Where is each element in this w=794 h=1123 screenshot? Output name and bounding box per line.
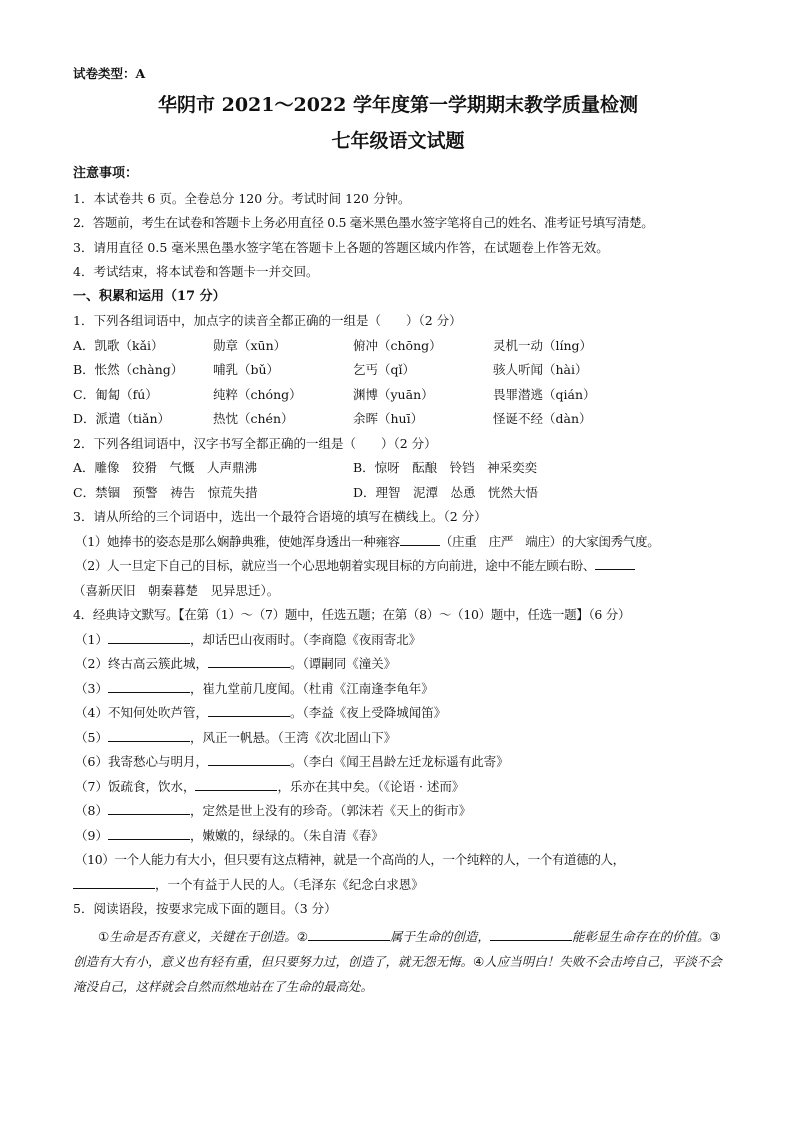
question-4 [73,603,723,897]
exam-subtitle: 七年级语文试题 [331,130,465,152]
option-word: 纯粹（chóng） [213,386,302,402]
passage-text: 能彰显生命存在的价值。③创造有大有小，意义也有轻有重，但只要努力过，创造了，就无怨无悔。④人应当明白！失败不会击垮自己，平淡不会淹没自己，这样就会自然而然地站在了生命的最高处。 [73,928,722,994]
exam-title: 华阴市 2021～2022 学年度第一学期期末教学质量检测 [158,94,638,116]
option-word: 灵机一动（líng） [493,337,593,353]
item-suffix: 。（李益《夜上受降城闻笛》 [289,705,447,720]
q2-options [73,456,723,505]
item-suffix: ，崔九堂前几度闻。（杜甫《江南逢李龟年》 [189,680,434,696]
dictation-item [73,701,723,726]
dictation-item [73,824,723,849]
reading-passage [73,924,723,999]
item-prefix: （1） [75,631,108,647]
answer-blank[interactable] [595,555,635,570]
option-group: A．雕像 狡猾 气慨 人声鼎沸 [73,460,258,475]
option-word: 乞丐（qǐ） [353,362,415,377]
option-word: 勋章（xūn） [213,337,287,353]
question-stem: 1．下列各组词语中，加点字的读音全都正确的一组是（ ）（2 分） [73,313,462,328]
answer-blank[interactable] [490,926,572,941]
item-suffix: ，乐亦在其中矣。（《论语 · 述而》 [277,778,465,794]
answer-blank[interactable] [108,678,190,693]
item-suffix: ，却话巴山夜雨时。（李商隐《夜雨寄北》 [189,631,422,647]
question-stem: 2．下列各组词语中，汉字书写全都正确的一组是（ ）（2 分） [73,435,437,451]
item-prefix: （3） [75,680,108,696]
option-word: D．派遣（tiǎn） [73,411,171,426]
item-prefix: （6）我寄愁心与明月， [75,754,208,769]
dictation-item [73,628,723,653]
option-word: 骇人听闻（hài） [493,362,588,377]
question-stem: 3．请从所给的三个词语中，选出一个最符合语境的填写在横线上。（2 分） [73,509,487,524]
question-stem: 5．阅读语段，按要求完成下面的题目。（3 分） [73,901,337,916]
option-word: C．匍匐（fú） [73,386,158,402]
option-word: 畏罪潜逃（qián） [493,386,596,402]
option-word: 俯冲（chōng） [353,337,442,353]
option-group: B．惊呀 酝酿 铃铛 神采奕奕 [353,460,538,475]
q3-choices: （喜新厌旧 朝秦暮楚 见异思迁）。 [73,582,280,598]
dictation-item [73,652,723,677]
answer-blank[interactable] [208,751,290,766]
q3-sentence-1 [73,530,723,555]
answer-blank[interactable] [208,702,290,717]
section-heading: 一、积累和运用（17 分） [73,288,226,304]
dictation-item [73,775,723,800]
q3-sentence-2 [73,554,723,579]
option-word: A．凯歌（kǎi） [73,337,164,353]
dictation-item [73,677,723,702]
answer-blank[interactable] [108,629,190,644]
paper-type: 试卷类型：A [73,66,146,81]
option-group: C．禁锢 预警 祷告 惊荒失措 [73,484,258,500]
question-2 [73,432,723,506]
option-word: B．怅然（chàng） [73,362,184,377]
sentence-text: （1）她捧书的姿态是那么娴静典雅，使她浑身透出一种雍容 [75,533,400,549]
question-1 [73,309,723,432]
answer-blank[interactable] [195,776,277,791]
item-suffix: ，定然是世上没有的珍奇。（郭沫若《天上的街市》 [189,803,472,818]
answer-blank[interactable] [108,800,190,815]
item-prefix: （9） [75,827,108,843]
dictation-item: （10）一个人能力有大小，但只要有这点精神，就是一个高尚的人，一个纯粹的人，一个有道德的人， [75,852,625,867]
question-3 [73,505,723,603]
exam-page [73,60,723,999]
answer-blank[interactable] [73,874,155,889]
passage-text: ①生命是否有意义，关键在于创造。② [98,928,308,944]
item-suffix: 。（谭嗣同《潼关》 [289,656,397,671]
notes-heading: 注意事项： [73,166,139,181]
answer-blank[interactable] [108,825,190,840]
sentence-text: （2）人一旦定下自己的目标，就应当一个心思地朝着实现目标的方向前进，途中不能左顾右盼、 [75,558,596,573]
item-prefix: （7）饭疏食，饮水， [75,778,196,794]
item-suffix: ，嫩嫩的，绿绿的。（朱自清《春》 [189,827,384,843]
item-suffix: 。（李白《闻王昌龄左迁龙标遥有此寄》 [289,754,509,769]
answer-blank[interactable] [108,727,190,742]
dictation-item [73,799,723,824]
dictation-item-cont [73,873,723,898]
option-group: D．理智 泥潭 怂恿 恍然大悟 [353,484,539,500]
passage-text: 属于生命的创造， [389,928,490,944]
item-prefix: （2）终古高云簇此城， [75,656,208,671]
option-word: 余晖（huī） [353,411,424,426]
note-item: 4．考试结束，将本试卷和答题卡一并交回。 [73,264,319,279]
item-prefix: （8） [75,803,108,818]
item-prefix: （5） [75,729,108,745]
option-word: 热忱（chén） [213,411,294,426]
item-suffix: ，一个有益于人民的人。（毛泽东《纪念白求恩》 [155,876,424,892]
notes-section [73,162,723,285]
item-prefix: （4）不知何处吹芦管， [75,705,208,720]
sentence-text: （庄重 庄严 端庄）的大家闺秀气度。 [439,533,660,549]
dictation-item [73,750,723,775]
option-word: 哺乳（bǔ） [213,362,280,377]
note-item: 3．请用直径 0.5 毫米黑色墨水签字笔在答题卡上各题的答题区域内作答，在试题卷上作答无效。 [73,239,609,255]
item-suffix: ，风正一帆悬。（王湾《次北固山下》 [189,729,397,745]
answer-blank[interactable] [400,531,440,546]
answer-blank[interactable] [208,653,290,668]
note-item: 2．答题前，考生在试卷和答题卡上务必用直径 0.5 毫米黑色墨水签字笔将自己的姓名、准考证号填写清楚。 [73,215,654,230]
question-stem: 4．经典诗文默写。【在第（1）～（7）题中，任选五题；在第（8）～（10）题中，任选一题】（6 分） [73,607,631,622]
option-word: 渊博（yuān） [353,386,434,402]
q1-options [73,334,723,432]
note-item: 1．本试卷共 6 页。全卷总分 120 分。考试时间 120 分钟。 [73,190,411,206]
question-5 [73,897,723,999]
dictation-item [73,726,723,751]
option-word: 怪诞不经（dàn） [493,411,592,426]
answer-blank[interactable] [308,926,390,941]
